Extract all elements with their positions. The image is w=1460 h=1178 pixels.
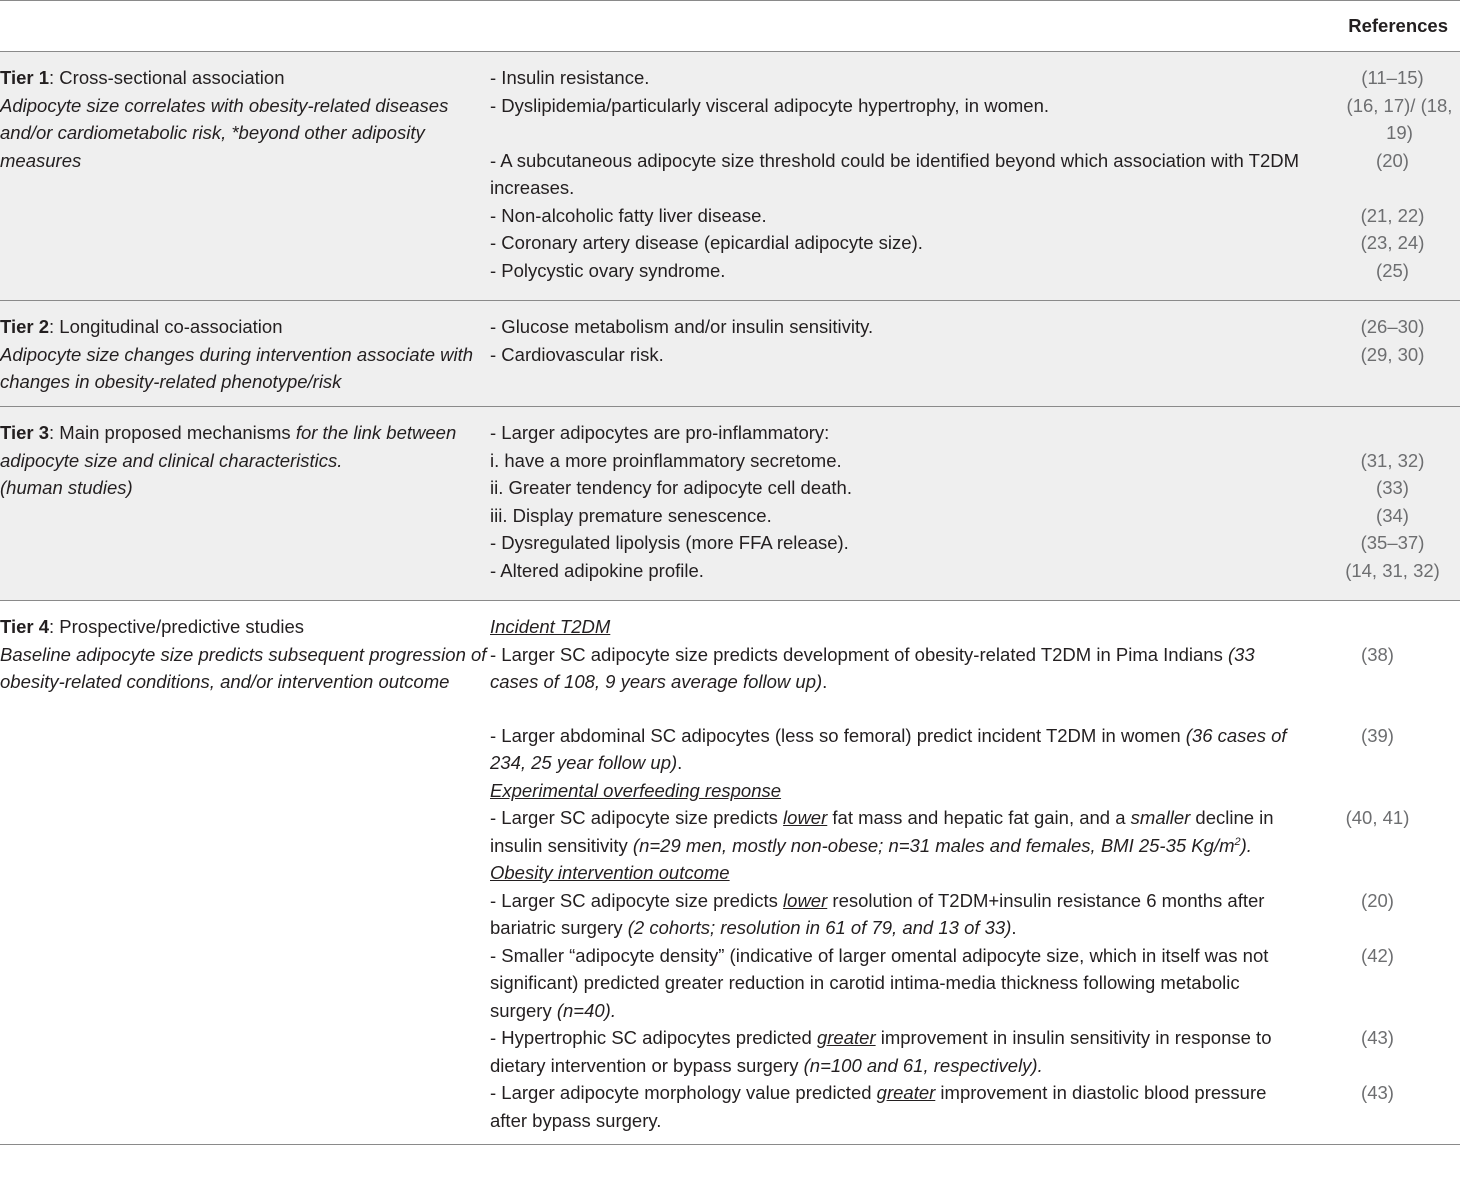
tier-description: Adipocyte size correlates with obesity-related diseases and/or cardiometabolic risk, *beyond other adiposity measures [0, 94, 449, 171]
list-item: i. have a more proinflammatory secretome. [490, 447, 1325, 475]
reference: (31, 32) [1325, 447, 1460, 475]
reference: (25) [1325, 257, 1460, 285]
tier-label: Tier 1 [0, 67, 50, 88]
tier-description: Adipocyte size changes during intervention associate with changes in obesity-related phenotype/risk [0, 343, 474, 392]
tier-description: Baseline adipocyte size predicts subsequent progression of obesity-related conditions, and/or intervention outcome [0, 643, 487, 692]
references-header: References [1325, 1, 1460, 52]
list-item: - Larger adipocyte morphology value predicted greater improvement in diastolic blood pressure after bypass surgery. [490, 1082, 1267, 1131]
subheading-overfeeding: Experimental overfeeding response [490, 779, 782, 801]
list-item: - Dysregulated lipolysis (more FFA release). [490, 529, 1325, 557]
reference: (11–15) [1325, 64, 1460, 92]
reference: (43) [1361, 1082, 1394, 1103]
subheading-obesity-intervention: Obesity intervention outcome [490, 862, 730, 883]
subheading-incident-t2dm: Incident T2DM [490, 616, 611, 637]
reference: (21, 22) [1325, 202, 1460, 230]
header-row [0, 1, 1460, 52]
reference: (16, 17)/ (18, 19) [1325, 92, 1460, 147]
list-item: - Larger SC adipocyte size predicts development of obesity-related T2DM in Pima Indians (33 cases of 108, 9 years average follow up). [490, 643, 1255, 692]
reference: (20) [1325, 147, 1460, 202]
reference: (34) [1325, 502, 1460, 530]
reference: (20) [1361, 889, 1394, 911]
reference: (14, 31, 32) [1325, 557, 1460, 585]
list-item: iii. Display premature senescence. [490, 502, 1325, 530]
reference: (23, 24) [1325, 229, 1460, 257]
list-item: - A subcutaneous adipocyte size threshold could be identified beyond which association with T2DM increases. [490, 147, 1325, 202]
reference: (40, 41) [1345, 807, 1410, 828]
reference: (39) [1361, 724, 1394, 746]
tier-3-heading: Tier 3: Main proposed mechanisms for the link between adipocyte size and clinical characteristics. (human studies) [0, 419, 490, 601]
tier-4-heading: Tier 4: Prospective/predictive studies Baseline adipocyte size predicts subsequent progression of obesity-related conditions, and/or intervention outcome [0, 616, 487, 692]
list-item: - Dyslipidemia/particularly visceral adipocyte hypertrophy, in women. [490, 92, 1325, 147]
reference: (38) [1361, 643, 1394, 665]
reference: (43) [1361, 1027, 1394, 1048]
list-item: - Larger abdominal SC adipocytes (less so femoral) predict incident T2DM in women (36 cases of 234, 25 year follow up). [490, 724, 1287, 773]
list-item: - Smaller “adipocyte density” (indicative of larger omental adipocyte size, which in itself was not significant) predicted greater reduction in carotid intima-media thickness following metabolic surgery (n=40). [490, 944, 1269, 1021]
tier-label: Tier 3 [0, 422, 50, 443]
list-item: - Hypertrophic SC adipocytes predicted greater improvement in insulin sensitivity in response to dietary intervention or bypass surgery (n=100 and 61, respectively). [490, 1027, 1272, 1076]
tier-2-heading: Tier 2: Longitudinal co-association Adipocyte size changes during intervention associate with changes in obesity-related phenotype/risk [0, 313, 490, 407]
tier-2-section [0, 301, 1460, 407]
list-item: ii. Greater tendency for adipocyte cell death. [490, 474, 1325, 502]
reference: (26–30) [1325, 313, 1460, 341]
tier-4-section [0, 601, 1460, 1145]
list-item: - Altered adipokine profile. [490, 557, 1325, 585]
tier-1-section [0, 52, 1460, 301]
reference: (33) [1325, 474, 1460, 502]
list-item: - Insulin resistance. [490, 64, 1325, 92]
list-item: - Polycystic ovary syndrome. [490, 257, 1325, 285]
list-item: - Larger SC adipocyte size predicts lower resolution of T2DM+insulin resistance 6 months after bariatric surgery (2 cohorts; resolution in 61 of 79, and 13 of 33). [490, 889, 1265, 938]
tier-description: (human studies) [0, 477, 133, 498]
reference: (42) [1361, 944, 1394, 966]
list-item: - Larger SC adipocyte size predicts lower fat mass and hepatic fat gain, and a smaller decline in insulin sensitivity (n=29 men, mostly non-obese; n=31 males and females, BMI 25-35 $Kg/m^2$). [490, 807, 1274, 856]
list-item: - Coronary artery disease (epicardial adipocyte size). [490, 229, 1325, 257]
list-item: - Glucose metabolism and/or insulin sensitivity. [490, 313, 1325, 341]
tier-label: Tier 4 [0, 616, 50, 637]
list-item: - Non-alcoholic fatty liver disease. [490, 202, 1325, 230]
reference [1325, 419, 1460, 447]
tier-1-heading: Tier 1: Cross-sectional association Adipocyte size correlates with obesity-related diseases and/or cardiometabolic risk, *beyond other adiposity measures [0, 64, 490, 301]
tier-label: Tier 2 [0, 316, 50, 337]
reference: (35–37) [1325, 529, 1460, 557]
reference: (29, 30) [1325, 341, 1460, 369]
list-item: - Cardiovascular risk. [490, 341, 1325, 369]
tier-3-section [0, 407, 1460, 601]
list-item: - Larger adipocytes are pro-inflammatory: [490, 419, 1325, 447]
